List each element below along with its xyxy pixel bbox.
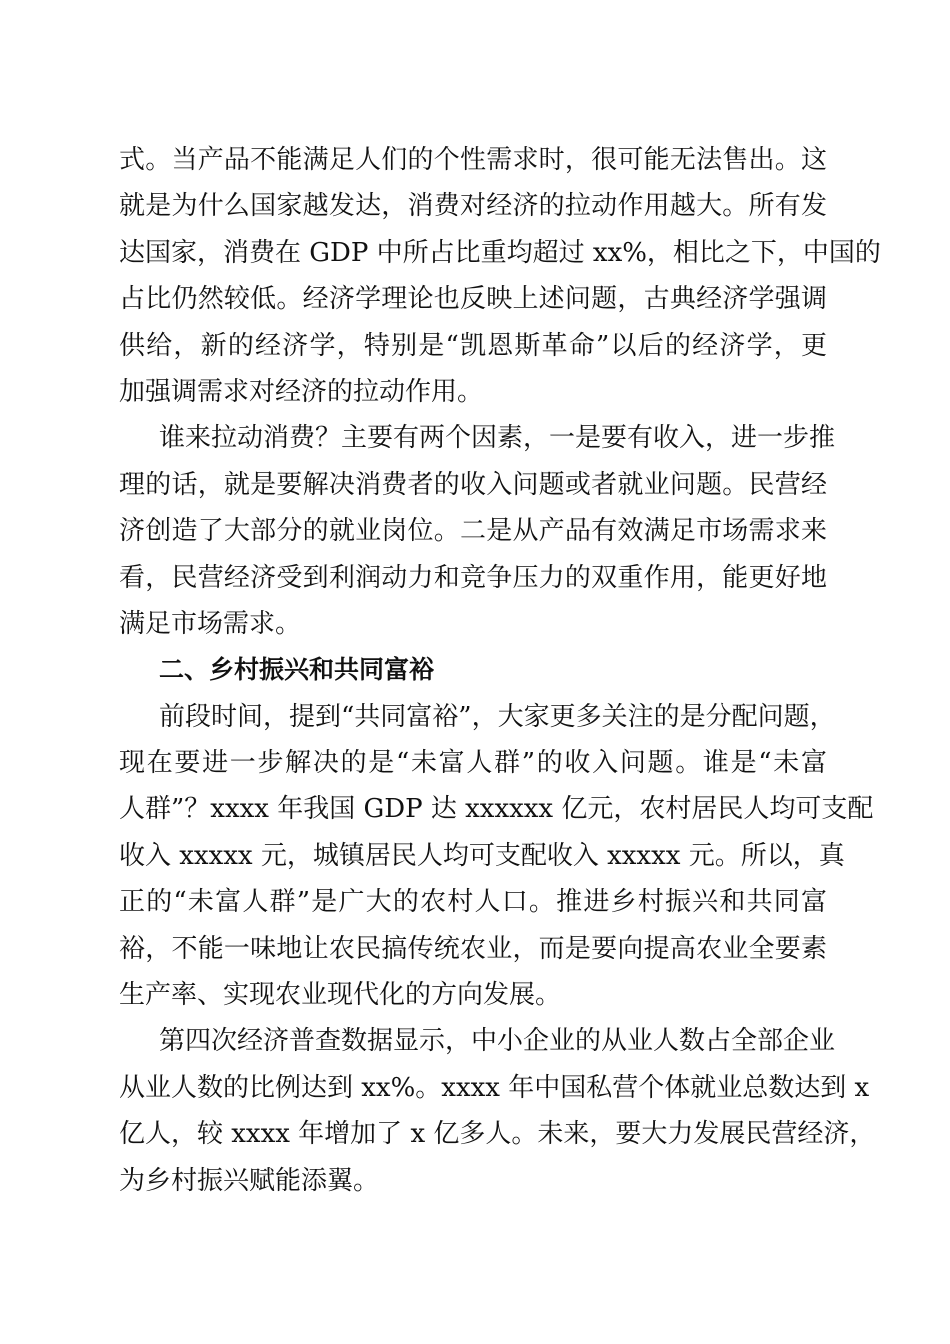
text-line: 裕，不能一味地让农民搞传统农业，而是要向提高农业全要素: [119, 933, 827, 964]
paragraph-2: [119, 415, 836, 647]
section-heading: [119, 647, 827, 693]
text-line: 加强调需求对经济的拉动作用。: [119, 376, 484, 407]
text-line: 前段时间，提到“共同富裕”，大家更多关注的是分配问题，: [159, 701, 836, 732]
text-line: 从业人数的比例达到 xx%。xxxx 年中国私营个体就业总数达到 x: [119, 1072, 870, 1103]
text-line: 第四次经济普查数据显示，中小企业的从业人数占全部企业: [159, 1026, 836, 1057]
text-line: 为乡村振兴赋能添翼。: [119, 1165, 380, 1196]
paragraph-3: [119, 694, 874, 1019]
text-line: 就是为什么国家越发达，消费对经济的拉动作用越大。所有发: [119, 191, 827, 222]
section-heading-text: 二、乡村振兴和共同富裕: [159, 655, 435, 685]
text-line: 收入 xxxxx 元，城镇居民人均可支配收入 xxxxx 元。所以，真: [119, 840, 845, 871]
text-line: 谁来拉动消费？主要有两个因素，一是要有收入，进一步推: [159, 423, 836, 454]
text-line: 看，民营经济受到利润动力和竞争压力的双重作用，能更好地: [119, 562, 827, 593]
document-page: [119, 137, 881, 1204]
text-line: 生产率、实现农业现代化的方向发展。: [119, 980, 562, 1011]
paragraph-1: [119, 137, 881, 415]
text-line: 正的“未富人群”是广大的农村人口。推进乡村振兴和共同富: [119, 887, 827, 918]
text-line: 理的话，就是要解决消费者的收入问题或者就业问题。民营经: [119, 469, 827, 500]
text-line: 现在要进一步解决的是“未富人群”的收入问题。谁是“未富: [119, 748, 827, 779]
paragraph-4: [119, 1018, 876, 1204]
text-line: 达国家，消费在 GDP 中所占比重均超过 xx%，相比之下，中国的: [119, 237, 881, 268]
text-line: 占比仍然较低。经济学理论也反映上述问题，古典经济学强调: [119, 284, 827, 315]
text-line: 满足市场需求。: [119, 608, 302, 639]
text-line: 济创造了大部分的就业岗位。二是从产品有效满足市场需求来: [119, 516, 827, 547]
text-line: 式。当产品不能满足人们的个性需求时，很可能无法售出。这: [119, 145, 827, 175]
text-line: 供给，新的经济学，特别是“凯恩斯革命”以后的经济学，更: [119, 330, 827, 361]
text-line: 人群”？xxxx 年我国 GDP 达 xxxxxx 亿元，农村居民人均可支配: [119, 794, 874, 825]
text-line: 亿人，较 xxxx 年增加了 x 亿多人。未来，要大力发展民营经济，: [119, 1119, 876, 1150]
